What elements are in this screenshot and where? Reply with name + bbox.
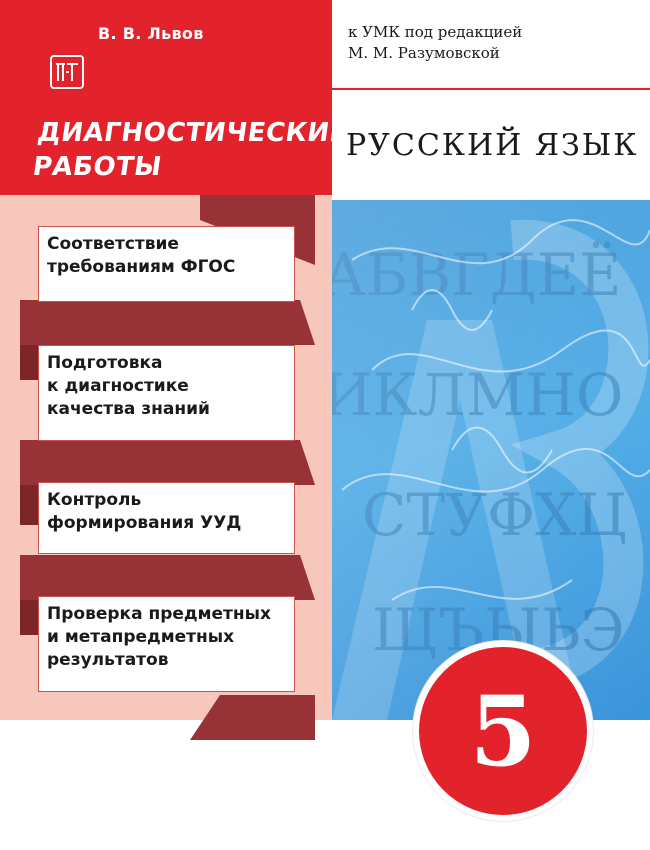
- publisher-logo-icon: [50, 55, 84, 89]
- card-line: Подготовка: [47, 353, 163, 373]
- series-title: [30, 116, 350, 184]
- series-title-line: РАБОТЫ: [30, 152, 164, 182]
- card-line: результатов: [47, 650, 169, 670]
- feature-card: [38, 482, 295, 554]
- divider: [332, 88, 650, 90]
- card-line: требованиям ФГОС: [47, 257, 236, 277]
- card-line: качества знаний: [47, 399, 210, 419]
- card-line: Проверка предметных: [47, 604, 271, 624]
- umk-note: [348, 22, 522, 64]
- feature-card: [38, 226, 295, 302]
- card-line: к диагностике: [47, 376, 189, 396]
- grade-number: 5: [469, 674, 537, 788]
- subject-title: РУССКИЙ ЯЗЫК: [346, 128, 639, 163]
- card-line: формирования УУД: [47, 513, 242, 533]
- card-line: Контроль: [47, 490, 142, 510]
- author-name: В. В. Львов: [98, 24, 204, 43]
- umk-line: М. М. Разумовской: [348, 44, 500, 62]
- umk-line: к УМК под редакцией: [348, 23, 523, 41]
- card-line: и метапредметных: [47, 627, 235, 647]
- feature-card: [38, 596, 295, 692]
- series-title-line: ДИАГНОСТИЧЕСКИЕ: [35, 118, 350, 148]
- card-line: Соответствие: [47, 234, 179, 254]
- feature-card: [38, 345, 295, 441]
